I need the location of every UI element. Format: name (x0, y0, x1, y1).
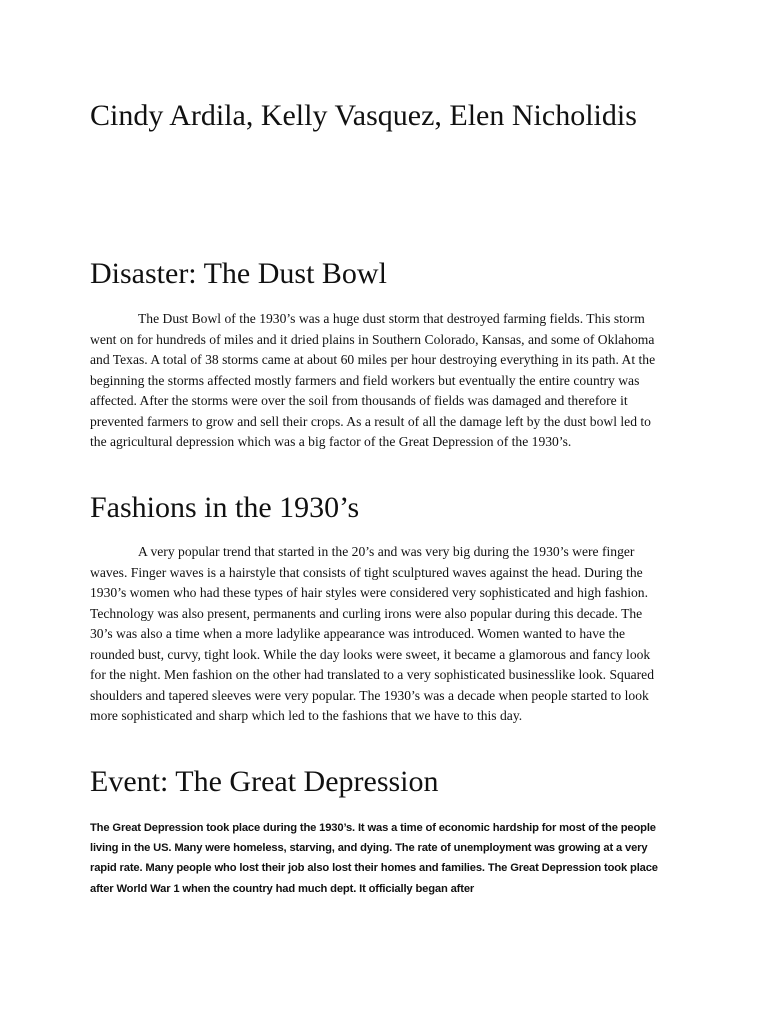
section-body-great-depression: The Great Depression took place during the 1930’s. It was a time of economic hardship for most of the people living in the US. Many were homeless, starving, and dying. The rate of unemployment was growing at a very rapid rate. Many people who lost their job also lost their homes and families. The Great Depression took place after World War 1 when the country had much dept. It officially began after (90, 822, 658, 895)
section-heading-great-depression: Event: The Great Depression (90, 765, 439, 798)
section-heading-fashions: Fashions in the 1930’s (90, 491, 360, 524)
section-body-dust-bowl: The Dust Bowl of the 1930’s was a huge dust storm that destroyed farming fields. This storm went on for hundreds of miles and it dried plains in Southern Colorado, Kansas, and some of Oklahoma and Texas. A total of 38 storms came at about 60 miles per hour destroying everything in its path. At the beginning the storms affected mostly farmers and field workers but eventually the entire country was affected. After the storms were over the soil from thousands of fields was damaged and therefore it prevented farmers to grow and sell their crops. As a result of all the damage left by the dust bowl led to the agricultural depression which was a big factor of the Great Depression of the 1930’s. (90, 311, 656, 449)
authors-line: Cindy Ardila, Kelly Vasquez, Elen Nicholidis (90, 99, 637, 132)
section-heading-dust-bowl: Disaster: The Dust Bowl (90, 257, 387, 290)
section-body-fashions: A very popular trend that started in the 20’s and was very big during the 1930’s were finger waves. Finger waves is a hairstyle that consists of tight sculptured waves against the head. During the 1930’s women who had these types of hair styles were considered very sophisticated and high fashion. Technology was also present, permanents and curling irons were also popular during this decade. The 30’s was also a time when a more ladylike appearance was introduced. Women wanted to have the rounded bust, curvy, tight look. While the day looks were sweet, it became a glamorous and fancy look for the night. Men fashion on the other had translated to a very sophisticated businesslike look. Squared shoulders and tapered sleeves were very popular. The 1930’s was a decade when people started to look more sophisticated and sharp which led to the fashions that we have to this day. (90, 544, 655, 723)
